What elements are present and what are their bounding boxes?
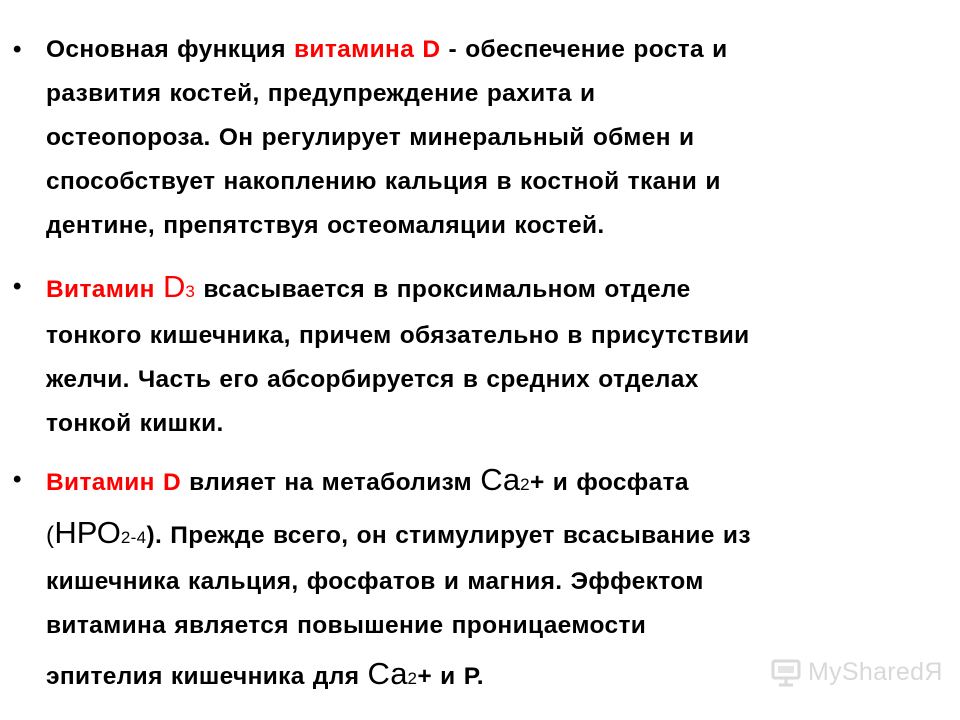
text-line <box>46 458 946 507</box>
text-run: эпителия кишечника для <box>46 663 368 690</box>
text-line <box>46 511 946 560</box>
text-line <box>46 265 946 314</box>
superscript-2: 2 <box>520 475 530 494</box>
highlight-vitamin-d: Витамин D <box>46 469 182 496</box>
formula-hpo: НРО <box>54 515 121 550</box>
text-line: тонкого кишечника, причем обязательно в присутствии <box>46 322 750 349</box>
presentation-screen-icon <box>770 658 804 688</box>
watermark-text: MySharedЯ <box>808 658 943 686</box>
text-line: тонкой кишки. <box>46 410 224 437</box>
bullet-marker: • <box>13 273 22 300</box>
formula-ca: Са <box>367 656 408 691</box>
formula-charge: 2-4 <box>120 528 147 547</box>
watermark <box>768 656 943 688</box>
bullet-marker: • <box>13 466 22 493</box>
text-run: - обеспечение роста и <box>440 36 728 63</box>
paragraph-1 <box>46 28 946 248</box>
text-line: дентине, препятствуя остеомаляции костей. <box>46 212 605 239</box>
text-run: + и Р. <box>417 663 484 690</box>
formula-ca: Са <box>480 462 521 497</box>
text-line: способствует накоплению кальция в костной ткани и <box>46 168 721 195</box>
highlight-vitamin-d: витамина D <box>294 36 441 63</box>
highlight-d-letter: D <box>162 269 186 304</box>
text-line: витамина является повышение проницаемости <box>46 612 647 639</box>
paragraph-2 <box>46 265 946 446</box>
open-paren: ( <box>46 522 55 549</box>
superscript-2: 2 <box>407 669 418 688</box>
text-line: кишечника кальция, фосфатов и магния. Эффектом <box>46 568 704 595</box>
text-line: желчи. Часть его абсорбируется в средних отделах <box>46 366 699 393</box>
text-line: развития костей, предупреждение рахита и <box>46 80 596 107</box>
highlight-vitamin: Витамин <box>46 276 163 303</box>
text-run: влияет на метаболизм <box>181 469 481 496</box>
text-run: + и фосфата <box>529 469 689 496</box>
text-run: ). Прежде всего, он стимулирует всасывание из <box>146 522 751 549</box>
text-line: остеопороза. Он регулирует минеральный обмен и <box>46 124 695 151</box>
bullet-marker: • <box>13 36 22 63</box>
text-run: Основная функция <box>46 36 295 63</box>
subscript-3: 3 <box>185 282 196 301</box>
text-line <box>46 28 946 72</box>
text-run: всасывается в проксимальном отделе <box>195 276 691 303</box>
